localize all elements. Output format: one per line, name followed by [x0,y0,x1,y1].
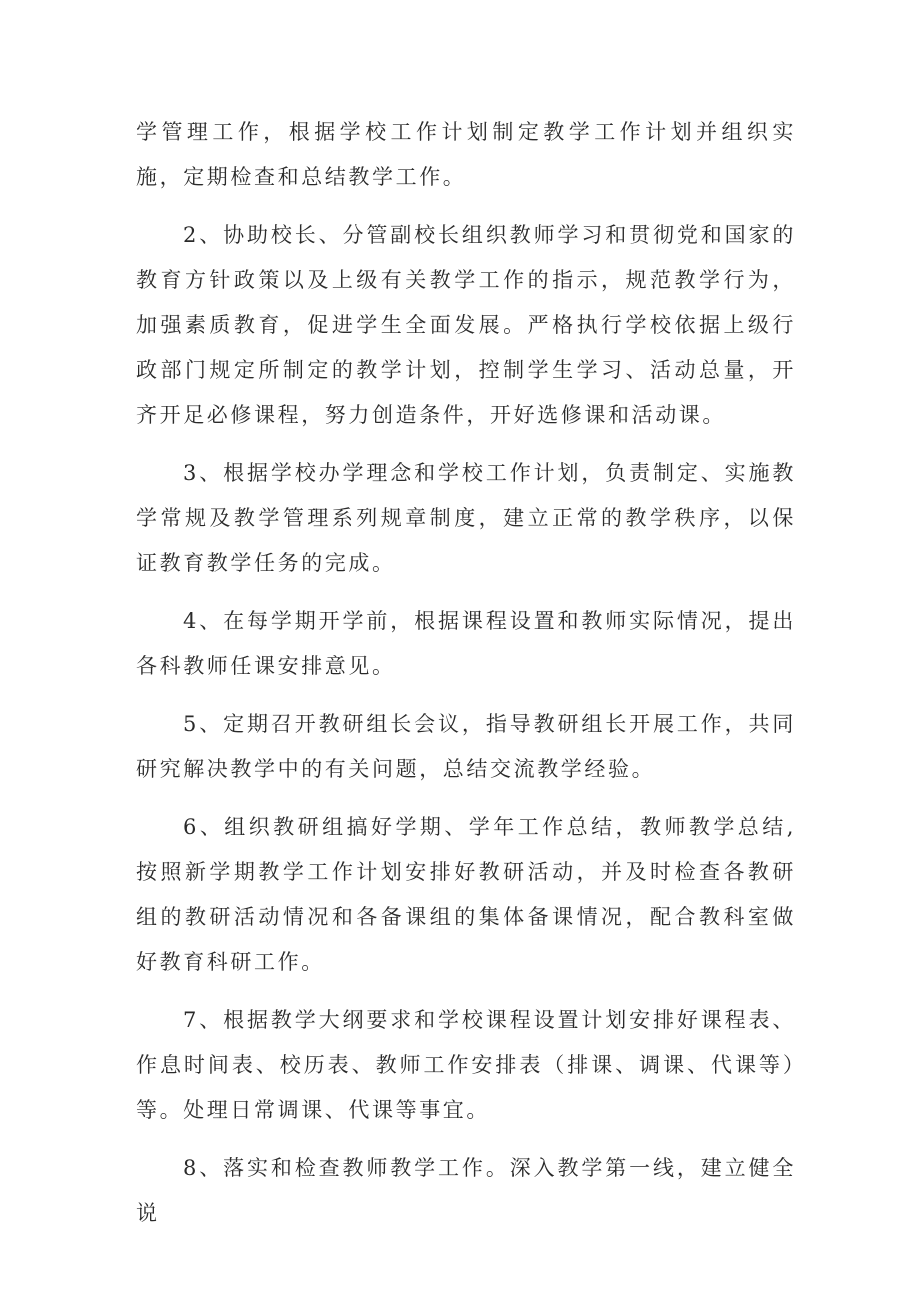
paragraph-item-4: 4、在每学期开学前，根据课程设置和教师实际情况，提出各科教师任课安排意见。 [136,609,796,678]
paragraph-continuation: 学管理工作，根据学校工作计划制定教学工作计划并组织实施，定期检查和总结教学工作。 [136,120,796,189]
paragraph-item-7: 7、根据教学大纲要求和学校课程设置计划安排好课程表、作息时间表、校历表、教师工作安排表（排课、调课、代课等）等。处理日常调课、代课等事宜。 [136,1008,796,1122]
document-body [136,110,796,1249]
paragraph-item-2: 2、协助校长、分管副校长组织教师学习和贯彻党和国家的教育方针政策以及上级有关教学工作的指示，规范教学行为，加强素质教育，促进学生全面发展。严格执行学校依据上级行政部门规定所制定的教学计划，控制学生学习、活动总量，开齐开足必修课程，努力创造条件，开好选修课和活动课。 [136,223,796,427]
paragraph-item-8: 8、落实和检查教师教学工作。深入教学第一线，建立健全说 [136,1156,796,1225]
paragraph-item-6: 6、组织教研组搞好学期、学年工作总结，教师教学总结,按照新学期教学工作计划安排好教研活动，并及时检查各教研组的教研活动情况和各备课组的集体备课情况，配合教科室做好教育科研工作。 [136,815,796,974]
paragraph-item-5: 5、定期召开教研组长会议，指导教研组长开展工作，共同研究解决教学中的有关问题，总结交流教学经验。 [136,712,796,781]
paragraph-item-3: 3、根据学校办学理念和学校工作计划，负责制定、实施教学常规及教学管理系列规章制度，建立正常的教学秩序，以保证教育教学任务的完成。 [136,461,796,575]
